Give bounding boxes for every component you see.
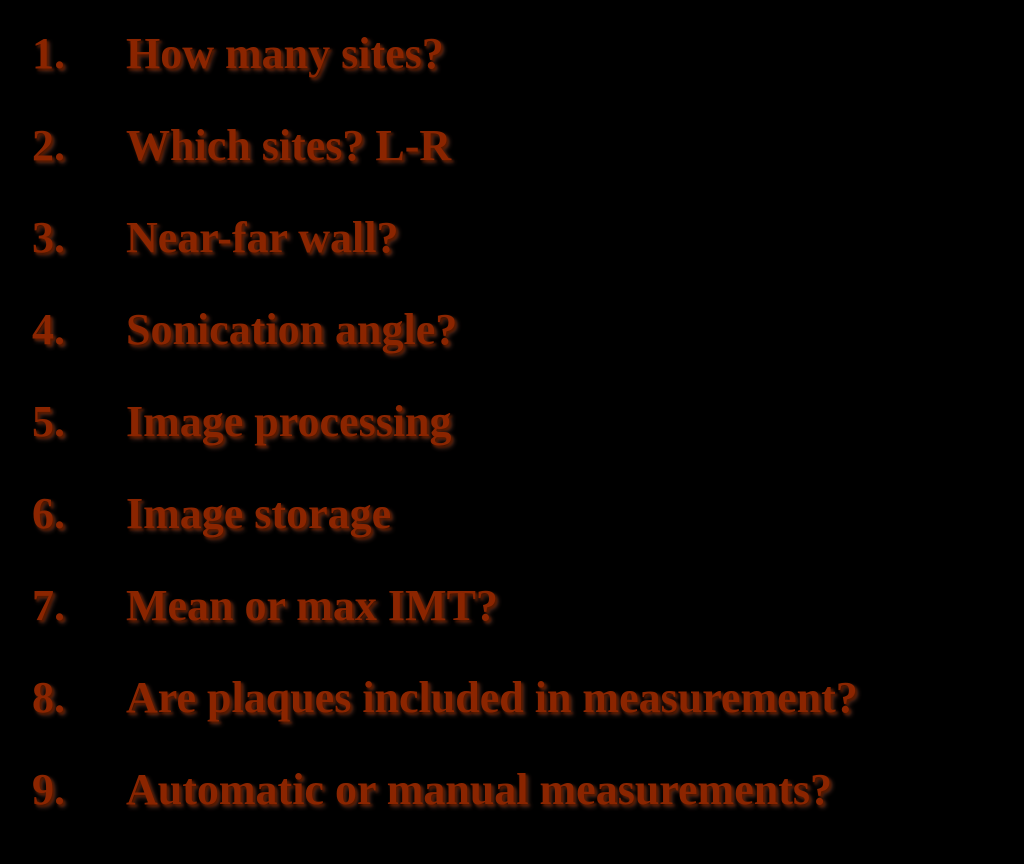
list-item-number: 5. <box>32 397 65 446</box>
list-item-text: Image storage <box>126 489 392 538</box>
list-item-number: 1. <box>32 29 65 78</box>
list-item-text: Mean or max IMT? <box>126 581 498 630</box>
list-item <box>32 489 858 584</box>
list-item-text: Image processing <box>126 397 452 446</box>
list-item-text: Are plaques included in measurement? <box>126 673 858 722</box>
list-item-number: 4. <box>32 305 65 354</box>
list-item <box>32 213 858 308</box>
list-item-text: Which sites? L-R <box>126 121 452 170</box>
list-item <box>32 305 858 400</box>
list-item <box>32 29 858 124</box>
list-item-text: Automatic or manual measurements? <box>126 765 832 814</box>
list-item <box>32 765 858 860</box>
list-item-text: Sonication angle? <box>126 305 458 354</box>
list-item-number: 7. <box>32 581 65 630</box>
list-item-number: 8. <box>32 673 65 722</box>
numbered-question-list <box>32 29 858 860</box>
list-item-number: 2. <box>32 121 65 170</box>
list-item <box>32 673 858 768</box>
list-item <box>32 397 858 492</box>
list-item-text: Near-far wall? <box>126 213 399 262</box>
list-item-number: 3. <box>32 213 65 262</box>
list-item-number: 9. <box>32 765 65 814</box>
list-item-number: 6. <box>32 489 65 538</box>
list-item <box>32 121 858 216</box>
list-item-text: How many sites? <box>126 29 444 78</box>
list-item <box>32 581 858 676</box>
